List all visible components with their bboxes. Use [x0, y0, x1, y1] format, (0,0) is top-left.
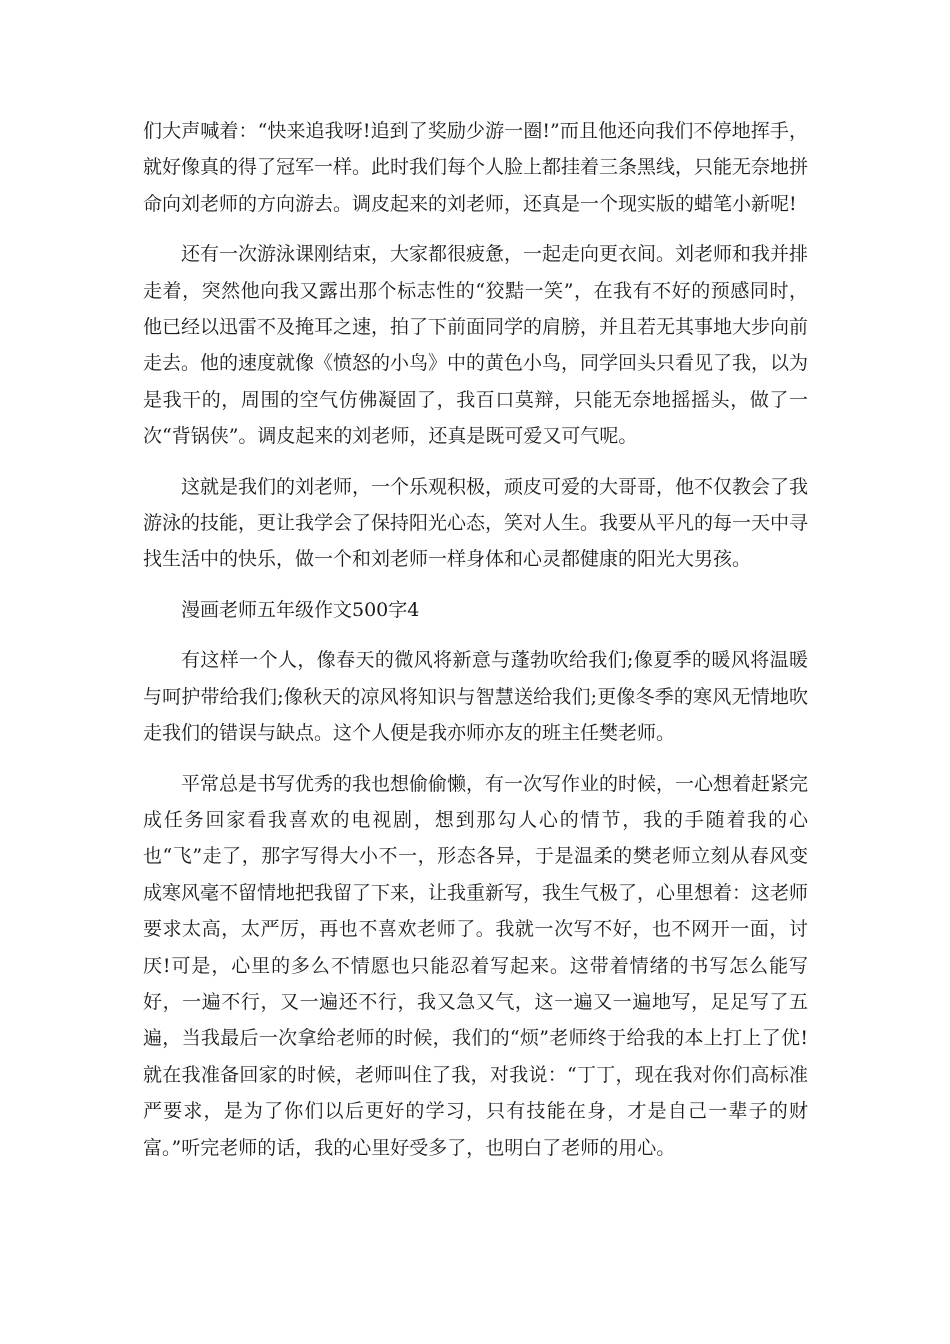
paragraph-intro-teacher-fan: 有这样一个人，像春天的微风将新意与蓬勃吹给我们;像夏季的暖风将温暖与呵护带给我们;像秋天的凉风将知识与智慧送给我们;更像冬季的寒风无情地吹走我们的错误与缺点。这个人便是我亦师亦友的班主任樊老师。 — [143, 649, 808, 745]
essay-heading: 漫画老师五年级作文500字4 — [181, 598, 420, 621]
paragraph-homework-story: 平常总是书写优秀的我也想偷偷懒，有一次写作业的时候，一心想着赶紧完成任务回家看我喜欢的电视剧，想到那勾人心的情节，我的手随着我的心也“飞”走了，那字写得大小不一，形态各异，于是温柔的樊老师立刻从春风变成寒风毫不留情地把我留了下来，让我重新写，我生气极了，心里想着：这老师要求太高，太严厉，再也不喜欢老师了。我就一次写不好，也不网开一面，讨厌!可是，心里的多么不情愿也只能忍着写起来。这带着情绪的书写怎么能写好，一遍不行，又一遍还不行，我又急又气，这一遍又一遍地写，足足写了五遍，当我最后一次拿给老师的时候，我们的“烦”老师终于给我的本上打上了优!就在我准备回家的时候，老师叫住了我，对我说：“丁丁，现在我对你们高标准严要求，是为了你们以后更好的学习，只有技能在身，才是自己一辈子的财富。”听完老师的话，我的心里好受多了，也明白了老师的用心。 — [143, 772, 809, 1159]
paragraph-locker-room-story: 还有一次游泳课刚结束，大家都很疲惫，一起走向更衣间。刘老师和我并排走着，突然他向我又露出那个标志性的“狡黠一笑”，在我有不好的预感同时，他已经以迅雷不及掩耳之速，拍了下前面同学的肩膀，并且若无其事地大步向前走去。他的速度就像《愤怒的小鸟》中的黄色小鸟，同学回头只看见了我，以为是我干的，周围的空气仿佛凝固了，我百口莫辩，只能无奈地摇摇头，做了一次“背锅侠”。调皮起来的刘老师，还真是既可爱又可气呢。 — [143, 243, 809, 448]
paragraph-continuation: 们大声喊着：“快来追我呀!追到了奖励少游一圈!”而且他还向我们不停地挥手，就好像真的得了冠军一样。此时我们每个人脸上都挂着三条黑线，只能无奈地拼命向刘老师的方向游去。调皮起来的刘老师，还真是一个现实版的蜡笔小新呢! — [143, 120, 809, 215]
paragraph-conclusion: 这就是我们的刘老师，一个乐观积极，顽皮可爱的大哥哥，他不仅教会了我游泳的技能，更让我学会了保持阳光心态，笑对人生。我要从平凡的每一天中寻找生活中的快乐，做一个和刘老师一样身体和心灵都健康的阳光大男孩。 — [143, 475, 809, 571]
document-body — [143, 113, 808, 1166]
